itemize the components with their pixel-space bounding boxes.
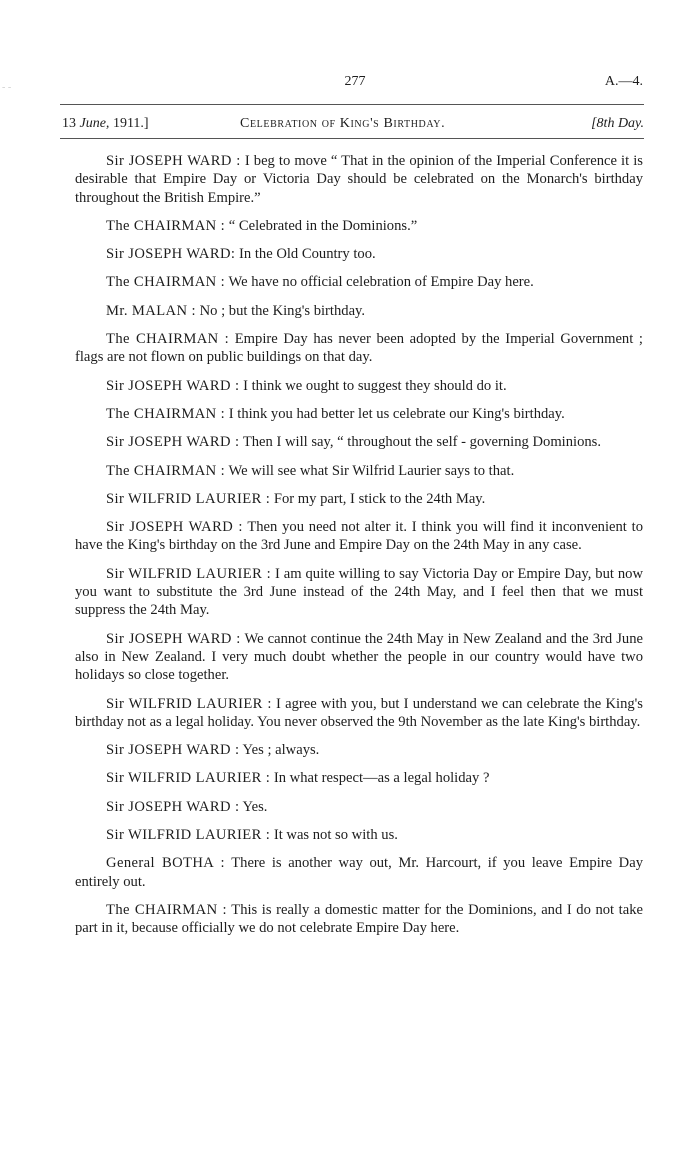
transcript-paragraph	[75, 273, 643, 291]
page-number: 277	[344, 74, 366, 89]
speech-text: I am quite willing to say Victoria Day or Empire Day, but now you want to substitute the 3rd June instead of the 24th May, and I feel then that we must suppress the 24th May.	[75, 565, 644, 619]
speech-text: We will see what Sir Wilfrid Laurier says to that.	[225, 462, 515, 479]
date-year: 1911.]	[112, 116, 149, 131]
speaker-name: The CHAIRMAN :	[106, 217, 226, 234]
speech-text: I think you had better let us celebrate our King's birthday.	[225, 405, 565, 422]
transcript-paragraph	[75, 433, 643, 451]
speaker-name: The CHAIRMAN :	[106, 901, 227, 918]
speaker-name: The CHAIRMAN :	[106, 331, 230, 348]
transcript-body	[75, 152, 643, 938]
speaker-name: Mr. MALAN :	[106, 302, 196, 319]
transcript-paragraph	[75, 245, 643, 263]
transcript-paragraph	[75, 565, 643, 620]
header-rule-bottom	[60, 138, 644, 139]
transcript-paragraph	[75, 330, 643, 367]
speech-text: In what respect—as a legal holiday ?	[270, 770, 490, 787]
date-month: June,	[79, 116, 110, 131]
transcript-paragraph	[75, 377, 643, 395]
speech-text: Then you need not alter it. I think you will find it inconvenient to have the King's birthday on the 3rd June and Empire Day on the 24th May in any case.	[75, 519, 643, 554]
date-day: 13	[62, 116, 76, 131]
transcript-paragraph	[75, 826, 643, 844]
document-reference: A.—4.	[604, 74, 643, 89]
speech-text: We have no official celebration of Empire Day here.	[225, 274, 534, 291]
transcript-paragraph	[75, 405, 643, 423]
speech-text: No ; but the King's birthday.	[195, 302, 366, 319]
speaker-name: Sir JOSEPH WARD :	[106, 153, 241, 169]
speaker-name: Sir WILFRID LAURIER :	[106, 490, 271, 507]
speaker-name: Sir WILFRID LAURIER :	[106, 565, 272, 582]
speaker-name: General BOTHA :	[106, 855, 225, 872]
speech-text: I think we ought to suggest they should do it.	[239, 377, 507, 394]
speech-text: In the Old Country too.	[235, 246, 376, 263]
speaker-name: Sir WILFRID LAURIER :	[106, 695, 272, 712]
header-rule-top	[60, 104, 644, 105]
speaker-name: Sir JOSEPH WARD:	[106, 246, 236, 263]
speaker-name: Sir JOSEPH WARD :	[106, 434, 240, 451]
transcript-paragraph	[75, 518, 643, 555]
speech-text: It was not so with us.	[270, 827, 398, 844]
transcript-paragraph	[75, 217, 643, 235]
speech-text: I beg to move “ That in the opinion of the Imperial Conference it is desirable that Empire Day or Victoria Day should be celebrated on the Monarch's birthday throughout the British Empire.”	[75, 153, 643, 206]
speech-text: We cannot continue the 24th May in New Zealand and the 3rd June also in New Zealand. I very much doubt whether the people in our country would have two holidays so close together.	[75, 630, 643, 684]
running-head-day: [8th Day.	[591, 116, 644, 131]
speech-text: “ Celebrated in the Dominions.”	[225, 217, 418, 234]
running-head-title: Celebration of King's Birthday.	[240, 116, 446, 131]
speaker-name: Sir WILFRID LAURIER :	[106, 827, 271, 844]
running-head-date	[62, 116, 149, 132]
speech-text: There is another way out, Mr. Harcourt, if you leave Empire Day entirely out.	[75, 855, 643, 890]
speaker-name: The CHAIRMAN :	[106, 405, 226, 422]
transcript-paragraph	[75, 695, 643, 732]
transcript-paragraph	[75, 741, 643, 759]
transcript-paragraph	[75, 798, 643, 816]
speech-text: This is really a domestic matter for the Dominions, and I do not take part in it, because officially we do not celebrate Empire Day here.	[75, 901, 643, 937]
transcript-paragraph	[75, 152, 643, 207]
transcript-paragraph	[75, 302, 643, 320]
speaker-name: Sir JOSEPH WARD :	[106, 742, 240, 759]
speaker-name: The CHAIRMAN :	[106, 274, 226, 291]
speech-text: Empire Day has never been adopted by the Imperial Government ; flags are not flown on public buildings on that day.	[75, 331, 643, 366]
speech-text: Yes ; always.	[239, 742, 320, 759]
speaker-name: Sir WILFRID LAURIER :	[106, 770, 271, 787]
transcript-paragraph	[75, 901, 643, 938]
transcript-paragraph	[75, 630, 643, 685]
speaker-name: The CHAIRMAN :	[106, 462, 226, 479]
transcript-paragraph	[75, 462, 643, 480]
transcript-paragraph	[75, 769, 643, 787]
speech-text: Then I will say, “ throughout the self - governing Dominions.	[239, 434, 601, 451]
speaker-name: Sir JOSEPH WARD :	[106, 377, 240, 394]
speech-text: For my part, I stick to the 24th May.	[270, 490, 486, 507]
speech-text: Yes.	[239, 798, 268, 815]
speaker-name: Sir JOSEPH WARD :	[106, 519, 243, 536]
speaker-name: Sir JOSEPH WARD :	[106, 630, 241, 647]
scan-margin-mark: - -	[2, 82, 12, 93]
transcript-paragraph	[75, 854, 643, 891]
speaker-name: Sir JOSEPH WARD :	[106, 798, 240, 815]
speech-text: I agree with you, but I understand we can celebrate the King's birthday not as a legal holiday. You never observed the 9th November as the late King's birthday.	[75, 695, 643, 730]
transcript-paragraph	[75, 490, 643, 508]
